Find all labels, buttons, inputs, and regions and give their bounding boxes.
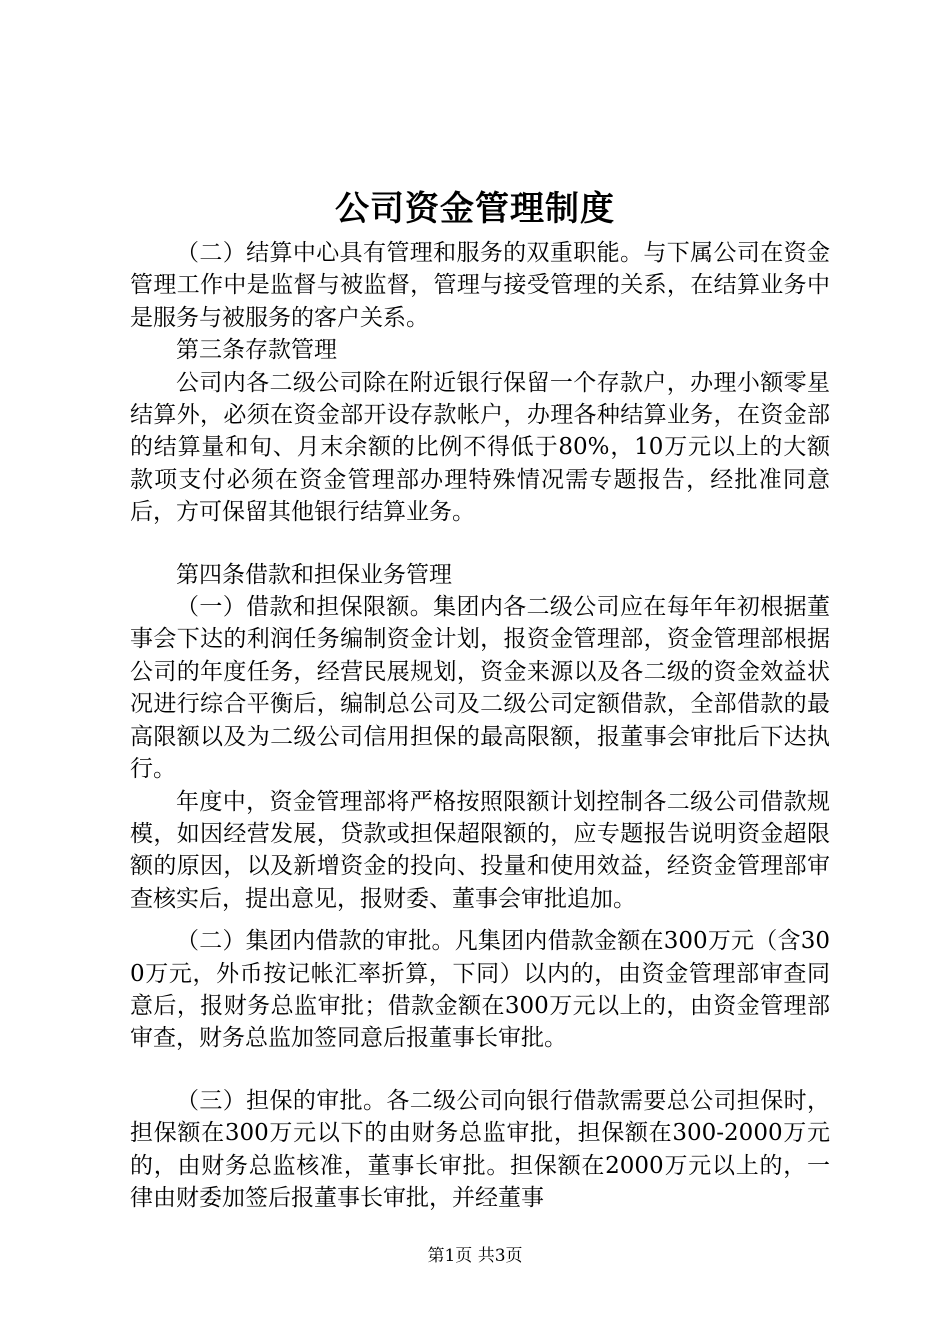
document-body — [130, 237, 830, 1214]
paragraph-deposit-management: 公司内各二级公司除在附近银行保留一个存款户，办理小额零星结算外，必须在资金部开设存款帐户，办理各种结算业务，在资金部的结算量和旬、月末余额的比例不得低于80%，10万元以上的大额款项支付必须在资金管理部办理特殊情况需专题报告，经批准同意后，方可保留其他银行结算业务。 — [130, 369, 830, 526]
heading-article-3: 第三条存款管理 — [176, 337, 337, 364]
paragraph-annual-control: 年度中，资金管理部将严格按照限额计划控制各二级公司借款规模，如因经营发展，贷款或担保超限额的，应专题报告说明资金超限额的原因，以及新增资金的投向、投量和使用效益，经资金管理部审查核实后，提出意见，报财委、董事会审批追加。 — [130, 788, 830, 912]
paragraph-settlement-center: （二）结算中心具有管理和服务的双重职能。与下属公司在资金管理工作中是监督与被监督，管理与接受管理的关系，在结算业务中是服务与被服务的客户关系。 — [130, 240, 830, 331]
paragraph-loan-approval: （二）集团内借款的审批。凡集团内借款金额在300万元（含300万元，外币按记帐汇率折算，下同）以内的，由资金管理部审查同意后，报财务总监审批；借款金额在300万元以上的，由资金管理部审查，财务总监加签同意后报董事长审批。 — [130, 928, 830, 1052]
paragraph-loan-guarantee-limit: （一）借款和担保限额。集团内各二级公司应在每年年初根据董事会下达的利润任务编制资金计划，报资金管理部，资金管理部根据公司的年度任务，经营民展规划，资金来源以及各二级的资金效益状况进行综合平衡后，编制总公司及二级公司定额借款，全部借款的最高限额以及为二级公司信用担保的最高限额，报董事会审批后下达执行。 — [130, 594, 830, 783]
heading-article-4: 第四条借款和担保业务管理 — [176, 561, 452, 588]
paragraph-guarantee-approval: （三）担保的审批。各二级公司向银行借款需要总公司担保时，担保额在300万元以下的由财务总监审批，担保额在300-2000万元的，由财务总监核准，董事长审批。担保额在2000万元以上的，一律由财委加签后报董事长审批，并经董事 — [130, 1087, 830, 1211]
document-title: 公司资金管理制度 — [335, 189, 615, 229]
page-number-footer: 第1页 共3页 — [427, 1246, 523, 1266]
